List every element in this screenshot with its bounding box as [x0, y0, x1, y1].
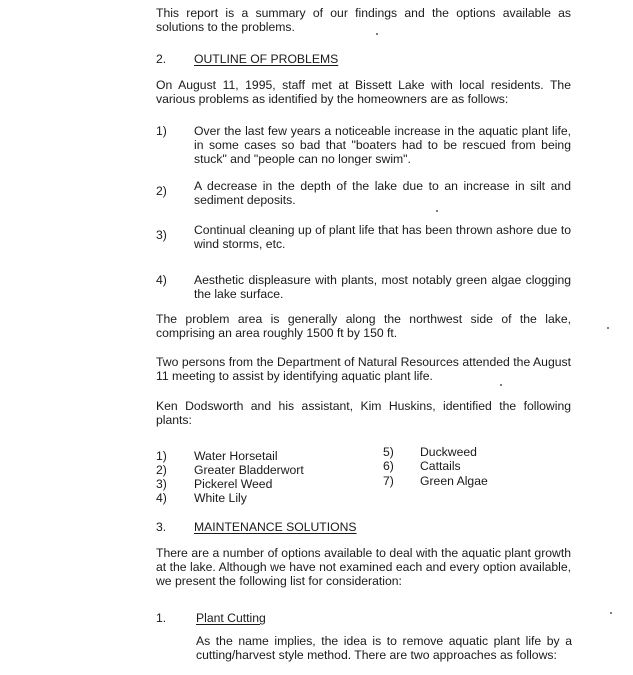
plant-name: Pickerel Weed: [194, 477, 273, 491]
scan-speck: [436, 210, 438, 212]
meeting-paragraph: On August 11, 1995, staff met at Bissett Lake with local residents. The various problems as identified by the homeowners are as follows:: [156, 78, 571, 106]
cutting-paragraph: As the name implies, the idea is to remove aquatic plant life by a cutting/harvest style method. There are two approaches as follows:: [196, 634, 572, 662]
plant-name: Duckweed: [420, 445, 477, 459]
problem-text: Over the last few years a noticeable increase in the aquatic plant life, in some cases so bad that "boaters had to be rescued from being stuck" and "people can no longer swim".: [194, 124, 571, 166]
plant-name: White Lily: [194, 491, 247, 505]
subsection-1-number: 1.: [156, 611, 167, 625]
problem-number: 3): [156, 228, 167, 242]
plant-name: Greater Bladderwort: [194, 463, 304, 477]
section-3-number: 3.: [156, 520, 167, 534]
plant-number: 1): [156, 449, 167, 463]
dnr-paragraph: Two persons from the Department of Natural Resources attended the August 11 meeting to assist by identifying aquatic plant life.: [156, 355, 571, 383]
plant-name: Green Algae: [420, 474, 488, 488]
section-2-number: 2.: [156, 52, 167, 66]
scan-speck: [500, 384, 502, 386]
plant-number: 7): [383, 474, 394, 488]
problem-text: Continual cleaning up of plant life that has been thrown ashore due to wind storms, etc.: [194, 223, 571, 251]
problem-number: 2): [156, 184, 167, 198]
plant-number: 3): [156, 477, 167, 491]
plant-name: Water Horsetail: [194, 449, 278, 463]
scan-speck: [376, 33, 378, 35]
plant-number: 2): [156, 463, 167, 477]
problem-number: 4): [156, 273, 167, 287]
problem-area-paragraph: The problem area is generally along the northwest side of the lake, comprising an area roughly 1500 ft by 150 ft.: [156, 312, 571, 340]
plant-number: 5): [383, 445, 394, 459]
scan-speck: [607, 327, 609, 329]
options-paragraph: There are a number of options available to deal with the aquatic plant growth at the lake. Although we have not examined each and every option available, we present the following list for consideration:: [156, 546, 571, 588]
problem-number: 1): [156, 124, 167, 138]
problem-text: A decrease in the depth of the lake due to an increase in silt and sediment deposits.: [194, 179, 571, 207]
plant-name: Cattails: [420, 459, 461, 473]
section-2-heading: OUTLINE OF PROBLEMS: [194, 52, 339, 66]
problem-text: Aesthetic displeasure with plants, most notably green algae clogging the lake surface.: [194, 273, 571, 301]
intro-paragraph: This report is a summary of our findings and the options available as solutions to the problems.: [156, 6, 571, 34]
section-3-heading: MAINTENANCE SOLUTIONS: [194, 520, 357, 534]
subsection-1-heading: Plant Cutting: [196, 611, 266, 625]
plant-number: 4): [156, 491, 167, 505]
scan-speck: [610, 612, 612, 614]
plant-number: 6): [383, 459, 394, 473]
identification-paragraph: Ken Dodsworth and his assistant, Kim Huskins, identified the following plants:: [156, 399, 571, 427]
